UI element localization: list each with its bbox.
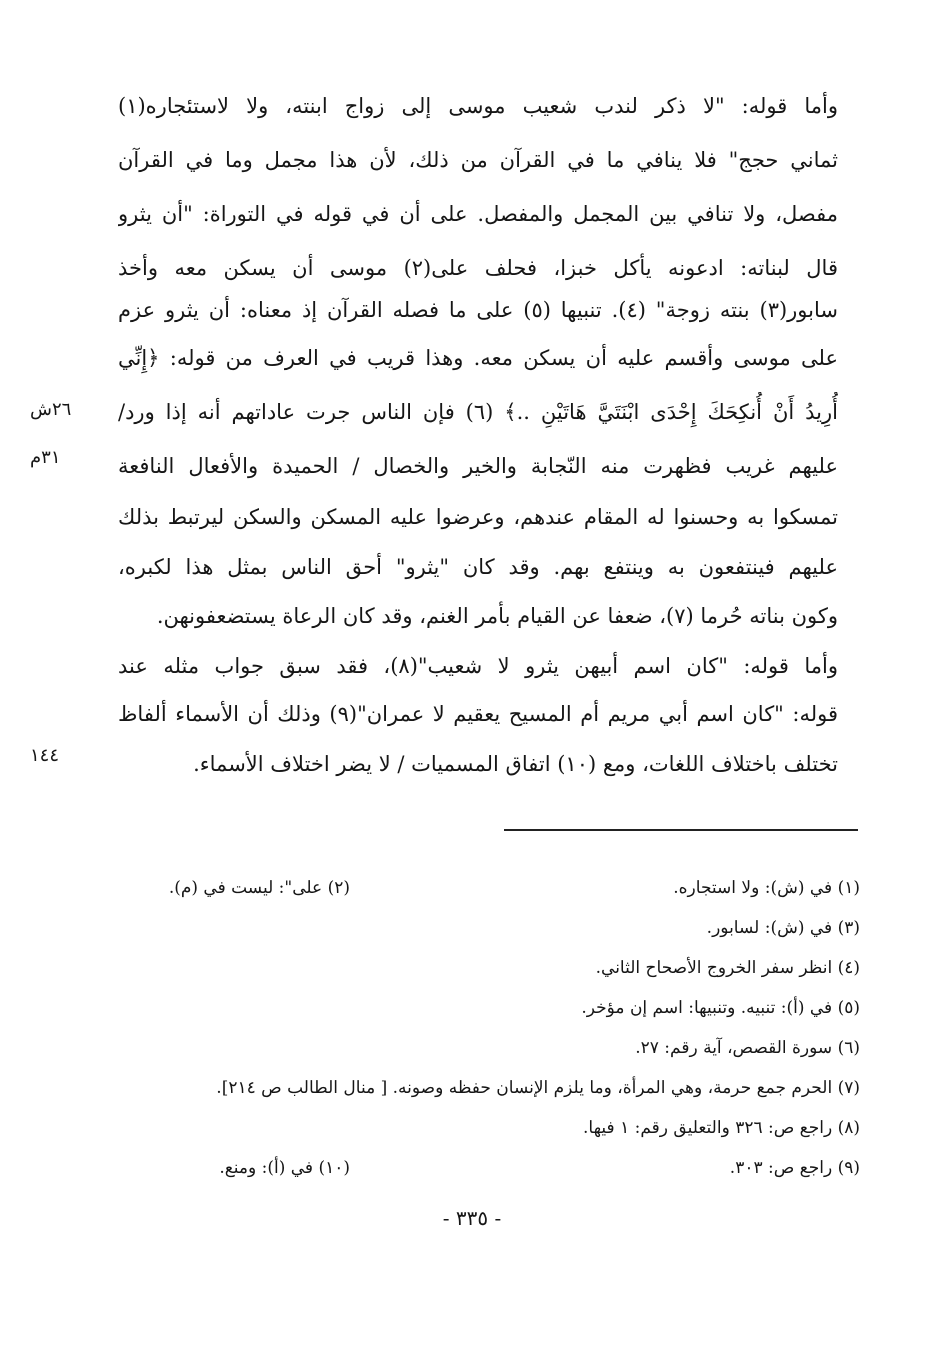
footnote: (٢) على": ليست في (م).: [168, 878, 350, 898]
body-line: وكون بناته حُرما (٧)، ضعفا عن القيام بأمر الغنم، وقد كان الرعاة يستضعفونهن.: [156, 604, 838, 628]
footnote: (٧) الحرم جمع حرمة، وهي المرأة، وما يلزم الإنسان حفظه وصونه. [ منال الطالب ص ٢١٤].: [216, 1078, 860, 1098]
margin-note: ٢٦ش: [30, 399, 72, 420]
footnote: (١) في (ش): ولا استجاره.: [673, 878, 860, 898]
margin-note: ٣١م: [30, 447, 61, 468]
body-line: عليهم غريب فظهرت منه النّجابة والخير والخصال / الحميدة والأفعال النافعة: [118, 454, 838, 478]
body-line: قال لبناته: ادعونه يأكل خبزا، فحلف على(٢) موسى أن يسكن معه وأخذ: [118, 256, 838, 280]
footnote: (٣) في (ش): لسابور.: [706, 918, 860, 938]
body-line: ثماني حجج" فلا ينافي ما في القرآن من ذلك، لأن هذا مجمل وما في القرآن: [118, 148, 838, 172]
body-line: أُرِيدُ أَنْ أُنكِحَكَ إِحْدَى ابْنَتَيَّ هَاتَيْنِ ..﴾ (٦) فإن الناس جرت عاداتهم أنه إذا ورد/: [118, 400, 838, 424]
body-line: تمسكوا به وحسنوا له المقام عندهم، وعرضوا عليه المسكن والسكن ليرتبط بذلك: [118, 505, 838, 529]
body-line: على موسى وأقسم عليه أن يسكن معه. وهذا قريب في العرف من قوله: ﴿إِنِّي: [118, 346, 838, 370]
footnote: (١٠) في (أ): ومنع.: [219, 1158, 350, 1178]
footnote: (٨) راجع ص: ٣٢٦ والتعليق رقم: ١ فيها.: [582, 1118, 860, 1138]
body-line: سابور(٣) بنته زوجة" (٤). تنبيها (٥) على ما فصله القرآن إذ معناه: أن يثرو عزم: [118, 298, 838, 322]
body-line: وأما قوله: "لا ذكر لندب شعيب موسى إلى زواج ابنته، ولا لاستئجاره(١): [118, 94, 838, 118]
page-number: - ٣٣٥ -: [442, 1206, 502, 1230]
body-line: قوله: "كان اسم أبي مريم أم المسيح يعقيم لا عمران"(٩) وذلك أن الأسماء ألفاظ: [118, 702, 838, 726]
footnote: (٩) راجع ص: ٣٠٣.: [729, 1158, 860, 1178]
body-line: مفصل، ولا تنافي بين المجمل والمفصل. على أن في قوله في التوراة: "أن يثرو: [118, 202, 838, 226]
footnote-separator: [504, 829, 858, 831]
body-line: وأما قوله: "كان اسم أبيهن يثرو لا شعيب"(٨)، فقد سبق جواب مثله عند: [118, 654, 838, 678]
margin-note: ١٤٤: [30, 745, 60, 766]
footnote: (٤) انظر سفر الخروج الأصحاح الثاني.: [595, 958, 860, 978]
footnote: (٦) سورة القصص، آية رقم: ٢٧.: [635, 1038, 860, 1058]
body-line: تختلف باختلاف اللغات، ومع (١٠) اتفاق المسميات / لا يضر اختلاف الأسماء.: [193, 752, 838, 776]
footnote: (٥) في (أ): تنبيه. وتنبيها: اسم إن مؤخر.: [581, 998, 860, 1018]
body-line: عليهم فينتفعون به وينتفع بهم. وقد كان "يثرو" أحق الناس بمثل هذا لكبره،: [118, 555, 838, 579]
